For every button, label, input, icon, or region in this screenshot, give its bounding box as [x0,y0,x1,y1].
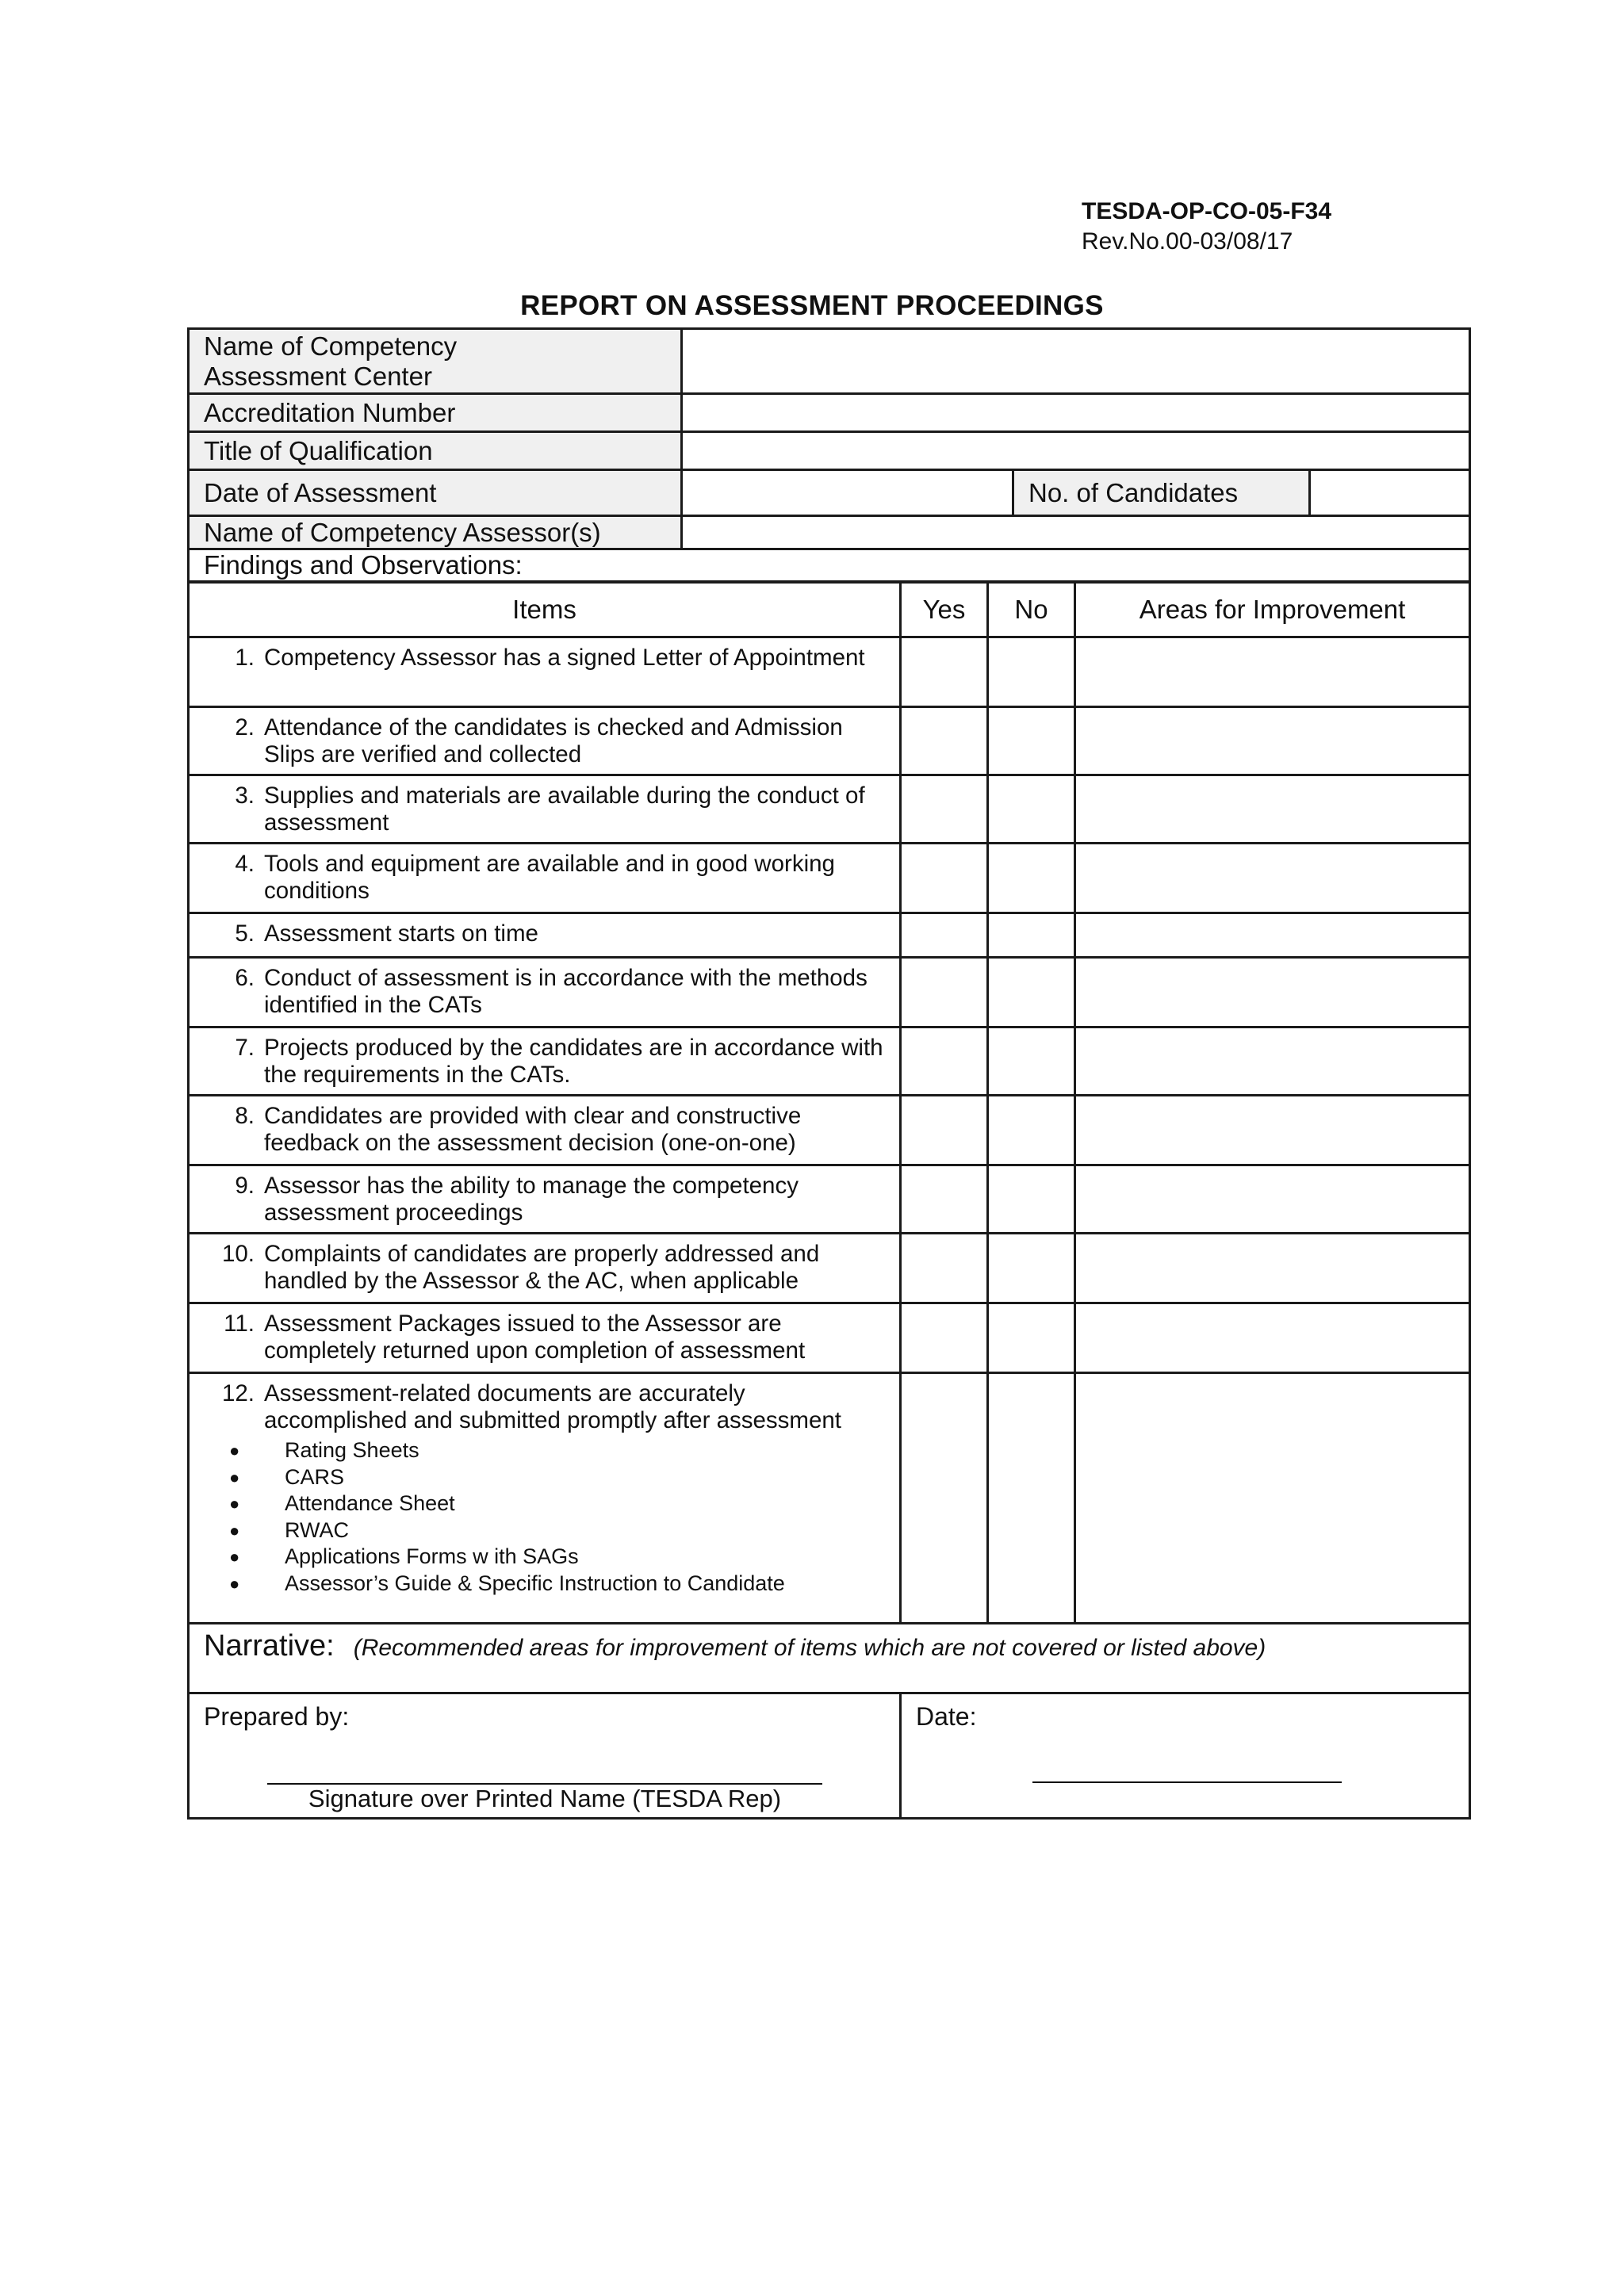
no-checkbox-cell[interactable] [988,1096,1075,1165]
item-text: Projects produced by the candidates are in accordance with the requirements in the CATs. [264,1035,883,1088]
checklist-row [189,637,1470,707]
item-cell [189,1234,901,1303]
checklist-row [189,707,1470,775]
item-number: 5. [235,920,255,947]
item-cell [189,1165,901,1234]
col-header-items: Items [189,583,901,637]
no-checkbox-cell[interactable] [988,1027,1075,1096]
list-item: ● CARS [190,1464,899,1491]
checklist-table [187,581,1471,1820]
col-header-areas: Areas for Improvement [1075,583,1470,637]
assessor-name-field[interactable] [682,516,1470,549]
item-text: Assessment-related documents are accurately accomplished and submitted promptly after assessment [264,1380,842,1433]
improvement-field[interactable] [1075,775,1470,844]
checklist-row [189,1234,1470,1303]
accreditation-label: Accreditation Number [189,394,682,432]
checklist-row [189,775,1470,844]
list-item: ● Rating Sheets [190,1437,899,1464]
bullet-icon: ● [229,1520,240,1540]
item-text: Candidates are provided with clear and constructive feedback on the assessment decision (one-on-one) [264,1103,802,1156]
item-cell [189,958,901,1027]
improvement-field[interactable] [1075,1165,1470,1234]
candidates-count-field[interactable] [1310,470,1470,516]
item-text: Attendance of the candidates is checked and Admission Slips are verified and collected [264,714,843,767]
item-cell [189,844,901,913]
item-cell [189,775,901,844]
improvement-field[interactable] [1075,913,1470,958]
item-text: Complaints of candidates are properly addressed and handled by the Assessor & the AC, when applicable [264,1241,820,1294]
checklist-row [189,958,1470,1027]
no-checkbox-cell[interactable] [988,707,1075,775]
improvement-field[interactable] [1075,1303,1470,1373]
item-text: Supplies and materials are available during the conduct of assessment [264,783,865,836]
checklist-row [189,1303,1470,1373]
findings-label: Findings and Observations: [189,549,1470,582]
form-code-block [1082,197,1331,257]
checklist-row [189,1096,1470,1165]
yes-checkbox-cell[interactable] [901,775,988,844]
info-table [187,327,1471,583]
item-text: Competency Assessor has a signed Letter of Appointment [264,645,865,671]
narrative-note: (Recommended areas for improvement of items which are not covered or listed above) [353,1635,1266,1661]
prepared-by-label: Prepared by: [204,1702,350,1731]
qualification-field[interactable] [682,432,1470,470]
date-of-assessment-field[interactable] [682,470,1013,516]
checklist-row [189,913,1470,958]
item-number: 7. [235,1035,255,1061]
date-cell [901,1693,1470,1819]
item-text: Conduct of assessment is in accordance with the methods identified in the CATs [264,965,868,1018]
item-text: Tools and equipment are available and in good working conditions [264,851,835,904]
item-number: 11. [224,1311,255,1337]
yes-checkbox-cell[interactable] [901,1373,988,1624]
improvement-field[interactable] [1075,707,1470,775]
checklist-row [189,1165,1470,1234]
center-name-field[interactable] [682,329,1470,394]
item-cell [189,1373,901,1624]
yes-checkbox-cell[interactable] [901,844,988,913]
no-checkbox-cell[interactable] [988,775,1075,844]
no-checkbox-cell[interactable] [988,913,1075,958]
list-item: ● Assessor’s Guide & Specific Instruction to Candidate [190,1571,899,1598]
item-number: 10. [221,1241,255,1267]
bullet-icon: ● [229,1467,240,1487]
yes-checkbox-cell[interactable] [901,1303,988,1373]
item-text: Assessment starts on time [264,920,538,947]
item-cell [189,1027,901,1096]
item-cell [189,707,901,775]
narrative-label: Narrative: [204,1629,335,1663]
no-checkbox-cell[interactable] [988,637,1075,707]
date-of-assessment-label: Date of Assessment [189,470,682,516]
center-name-label: Name of Competency Assessment Center [189,329,682,394]
no-checkbox-cell[interactable] [988,1165,1075,1234]
item-number: 4. [235,851,255,877]
list-item: ● Attendance Sheet [190,1490,899,1517]
item-number: 9. [235,1173,255,1199]
signature-caption: Signature over Printed Name (TESDA Rep) [308,1785,782,1812]
assessor-name-label: Name of Competency Assessor(s) [189,516,682,549]
yes-checkbox-cell[interactable] [901,1096,988,1165]
item-number: 2. [235,714,255,740]
item-number: 8. [235,1103,255,1129]
bullet-icon: ● [229,1494,240,1513]
yes-checkbox-cell[interactable] [901,1234,988,1303]
item-number: 3. [235,783,255,809]
item-text: Assessor has the ability to manage the competency assessment proceedings [264,1173,799,1226]
yes-checkbox-cell[interactable] [901,1027,988,1096]
date-label: Date: [916,1702,977,1731]
page-title: REPORT ON ASSESSMENT PROCEEDINGS [520,290,1104,321]
improvement-field[interactable] [1075,958,1470,1027]
checklist-row [189,844,1470,913]
yes-checkbox-cell[interactable] [901,707,988,775]
bullet-icon: ● [229,1547,240,1567]
improvement-field[interactable] [1075,637,1470,707]
list-item: ● Applications Forms w ith SAGs [190,1544,899,1571]
item-number: 1. [235,645,255,671]
form-code: TESDA-OP-CO-05-F34 [1082,198,1332,224]
yes-checkbox-cell[interactable] [901,958,988,1027]
improvement-field[interactable] [1075,1373,1470,1624]
qualification-label: Title of Qualification [189,432,682,470]
bullet-icon: ● [229,1441,240,1460]
item-cell [189,637,901,707]
prepared-by-cell [189,1693,901,1819]
no-checkbox-cell[interactable] [988,958,1075,1027]
item-cell [189,1303,901,1373]
item-cell [189,1096,901,1165]
improvement-field[interactable] [1075,1096,1470,1165]
no-checkbox-cell[interactable] [988,1373,1075,1624]
improvement-field[interactable] [1075,844,1470,913]
narrative-row [189,1624,1470,1693]
col-header-yes: Yes [901,583,988,637]
checklist-row [189,1027,1470,1096]
item-number: 12. [221,1380,255,1406]
candidates-count-label: No. of Candidates [1013,470,1310,516]
revision-number: Rev.No.00-03/08/17 [1082,228,1293,254]
accreditation-field[interactable] [682,394,1470,432]
narrative-field[interactable] [189,1624,1470,1693]
yes-checkbox-cell[interactable] [901,637,988,707]
bullet-icon: ● [229,1573,240,1594]
improvement-field[interactable] [1075,1234,1470,1303]
col-header-no: No [988,583,1075,637]
item-cell [189,913,901,958]
item-text: Assessment Packages issued to the Assessor are completely returned upon completion of assessment [264,1311,806,1364]
yes-checkbox-cell[interactable] [901,1165,988,1234]
document-list [190,1437,899,1597]
signoff-row [189,1693,1470,1819]
item-number: 6. [235,965,255,991]
improvement-field[interactable] [1075,1027,1470,1096]
yes-checkbox-cell[interactable] [901,913,988,958]
checklist-row [189,1373,1470,1624]
no-checkbox-cell[interactable] [988,1234,1075,1303]
list-item: ● RWAC [190,1517,899,1544]
no-checkbox-cell[interactable] [988,844,1075,913]
no-checkbox-cell[interactable] [988,1303,1075,1373]
date-line[interactable] [1032,1781,1342,1783]
